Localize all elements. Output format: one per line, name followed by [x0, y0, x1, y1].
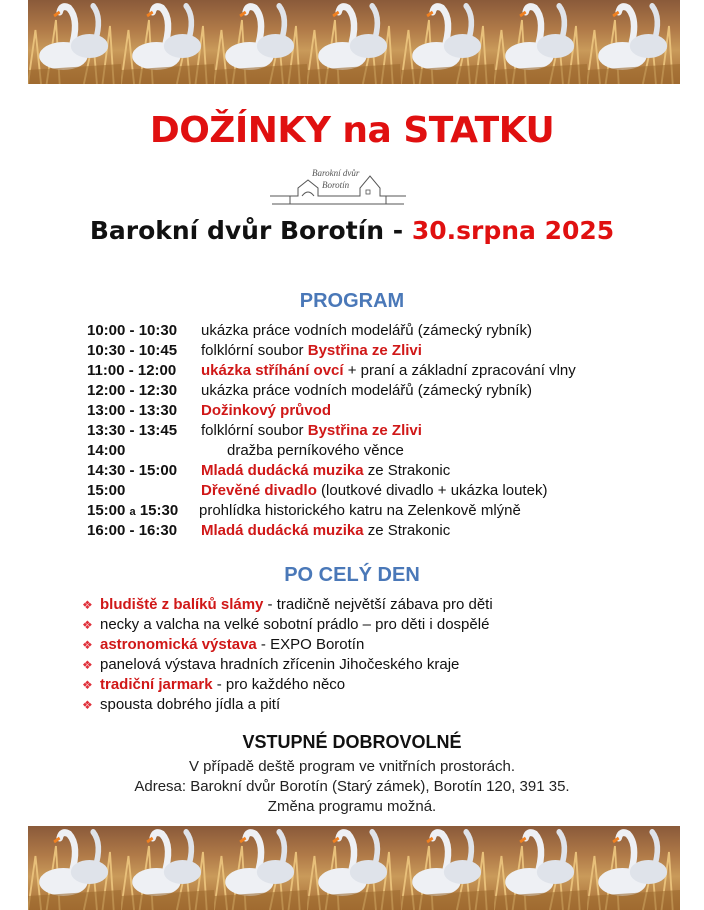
logo-text-2: Borotín — [322, 180, 350, 190]
program-description — [201, 421, 422, 441]
program-highlight-text: Mladá dudácká muzika — [201, 522, 364, 539]
program-highlight-text: Dřevěné divadlo — [201, 482, 317, 499]
event-date: 30.srpna 2025 — [411, 216, 615, 245]
all-day-item — [82, 595, 682, 615]
program-row — [87, 481, 687, 501]
program-time: 12:00 - 12:30 — [87, 382, 178, 399]
swan-photo-tile — [401, 0, 494, 84]
bottom-photo-banner — [28, 826, 680, 910]
all-day-item — [82, 615, 682, 635]
program-highlight-text: ukázka stříhání ovcí — [201, 362, 344, 379]
swan-photo-tile — [121, 826, 214, 910]
all-day-text: spousta dobrého jídla a pití — [100, 696, 281, 713]
swan-photo-tile — [28, 0, 121, 84]
program-row — [87, 401, 687, 421]
program-row — [87, 421, 687, 441]
all-day-item — [82, 635, 682, 655]
diamond-bullet-icon: ❖ — [82, 658, 93, 672]
program-time: 16:00 - 16:30 — [87, 522, 178, 539]
program-time: 14:30 - 15:00 — [87, 462, 178, 479]
venue-name: Barokní dvůr Borotín — [89, 216, 385, 245]
program-description — [201, 481, 547, 501]
program-highlight-text: Bystřina ze Zlivi — [307, 422, 422, 439]
program-time: 10:00 - 10:30 — [87, 322, 178, 339]
program-description — [201, 521, 450, 541]
program-time: 15:00 a 15:30 — [87, 502, 179, 519]
diamond-bullet-icon: ❖ — [82, 678, 93, 692]
program-row — [87, 521, 687, 541]
program-list — [87, 321, 687, 541]
program-row — [87, 321, 687, 341]
program-description — [201, 381, 532, 401]
diamond-bullet-icon: ❖ — [82, 598, 93, 612]
swan-photo-tile — [121, 0, 214, 84]
program-description — [201, 361, 576, 381]
all-day-item — [82, 655, 682, 675]
address-line: Adresa: Barokní dvůr Borotín (Starý zámek), Borotín 120, 391 35. — [134, 778, 570, 795]
top-photo-banner — [28, 0, 680, 84]
venue-date-line — [0, 216, 704, 245]
program-row — [87, 361, 687, 381]
program-row — [87, 501, 687, 521]
program-time: 15:00 — [87, 482, 126, 499]
swan-photo-tile — [28, 826, 121, 910]
rain-note: V případě deště program ve vnitřních prostorách. — [188, 758, 515, 775]
swan-photo-tile — [587, 0, 680, 84]
swan-photo-tile — [214, 826, 307, 910]
program-time: 11:00 - 12:00 — [87, 362, 177, 379]
change-note: Změna programu možná. — [267, 798, 437, 815]
title-separator: - — [384, 216, 412, 245]
program-row — [87, 441, 687, 461]
all-day-text: - pro každého něco — [212, 676, 346, 693]
program-description — [199, 501, 521, 521]
swan-photo-tile — [401, 826, 494, 910]
program-text: folklórní soubor — [201, 342, 308, 359]
program-highlight-text: Mladá dudácká muzika — [201, 462, 364, 479]
swan-photo-tile — [587, 826, 680, 910]
entry-fee-heading: VSTUPNÉ DOBROVOLNÉ — [242, 732, 462, 752]
program-description — [201, 461, 450, 481]
all-day-text: - tradičně největší zábava pro děti — [263, 596, 493, 613]
program-text: prohlídka historického katru na Zelenkově mlýně — [199, 502, 521, 519]
swan-photo-tile — [494, 826, 587, 910]
program-description — [227, 441, 404, 461]
program-time: 14:00 — [87, 442, 126, 459]
program-description — [201, 401, 331, 421]
swan-photo-tile — [214, 0, 307, 84]
program-text: + praní a základní zpracování vlny — [343, 362, 576, 379]
all-day-item — [82, 695, 682, 715]
program-time: 13:30 - 13:45 — [87, 422, 178, 439]
program-heading: PROGRAM — [299, 290, 405, 312]
all-day-heading: PO CELÝ DEN — [284, 564, 420, 586]
program-time: 10:30 - 10:45 — [87, 342, 178, 359]
program-text: ukázka práce vodních modelářů (zámecký rybník) — [201, 382, 532, 399]
page-title: DOŽÍNKY na STATKU — [149, 110, 555, 151]
swan-photo-tile — [307, 0, 400, 84]
all-day-text: necky a valcha na velké sobotní prádlo – pro děti i dospělé — [100, 616, 490, 633]
all-day-highlight-text: bludiště z balíků slámy — [100, 596, 264, 613]
program-highlight-text: Bystřina ze Zlivi — [307, 342, 422, 359]
program-text: folklórní soubor — [201, 422, 308, 439]
program-row — [87, 381, 687, 401]
all-day-highlight-text: astronomická výstava — [100, 636, 257, 653]
all-day-highlight-text: tradiční jarmark — [100, 676, 213, 693]
all-day-text: panelová výstava hradních zřícenin Jihočeského kraje — [100, 656, 460, 673]
swan-photo-tile — [307, 826, 400, 910]
all-day-text: - EXPO Borotín — [256, 636, 365, 653]
program-description — [201, 321, 532, 341]
program-text: dražba perníkového věnce — [227, 442, 404, 459]
program-row — [87, 461, 687, 481]
program-time: 13:00 - 13:30 — [87, 402, 178, 419]
logo-text-1: Barokní dvůr — [312, 168, 360, 178]
all-day-item — [82, 675, 682, 695]
diamond-bullet-icon: ❖ — [82, 698, 93, 712]
diamond-bullet-icon: ❖ — [82, 638, 93, 652]
swan-photo-tile — [494, 0, 587, 84]
program-text: ukázka práce vodních modelářů (zámecký rybník) — [201, 322, 532, 339]
venue-logo — [268, 166, 408, 206]
program-text: ze Strakonic — [363, 522, 451, 539]
program-text: ze Strakonic — [363, 462, 451, 479]
program-description — [201, 341, 422, 361]
all-day-list — [82, 595, 682, 715]
program-row — [87, 341, 687, 361]
program-text: (loutkové divadlo + ukázka loutek) — [316, 482, 548, 499]
program-highlight-text: Dožinkový průvod — [201, 402, 332, 419]
diamond-bullet-icon: ❖ — [82, 618, 93, 632]
